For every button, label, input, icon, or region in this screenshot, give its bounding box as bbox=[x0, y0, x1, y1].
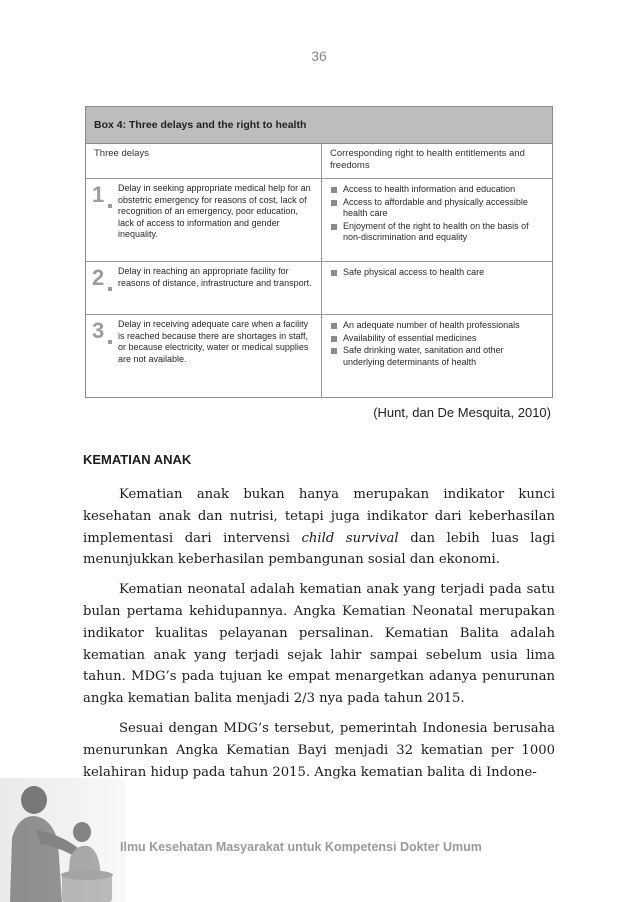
rights-list bbox=[330, 320, 544, 368]
box-header-row bbox=[86, 144, 552, 179]
three-delays-box bbox=[85, 106, 553, 398]
body-text bbox=[83, 484, 555, 791]
page-number: 36 bbox=[311, 48, 327, 64]
delay-row bbox=[86, 262, 552, 315]
paragraph: Kematian anak bukan hanya merupakan indikator kunci kesehatan anak dan nutrisi, tetapi juga indikator dari keberhasilan implementasi dari intervensi child survival dan lebih luas lagi menunjukkan keberhasilan pembangunan sosial dan ekonomi. bbox=[83, 487, 556, 568]
source-citation: (Hunt, dan De Mesquita, 2010) bbox=[373, 405, 551, 420]
right-item: Availability of essential medicines bbox=[330, 333, 544, 345]
right-item: Safe physical access to health care bbox=[330, 267, 544, 279]
footer-book-title: Ilmu Kesehatan Masyarakat untuk Kompetensi Dokter Umum bbox=[120, 840, 482, 854]
paragraph: Kematian neonatal adalah kematian anak yang terjadi pada satu bulan pertama kehidupannya. Angka Kematian Neonatal merupakan indikator kualitas pelayanan persalinan. Kematian Balita adalah kematian anak yang terjadi sejak lahir sampai sebelum usia lima tahun. MDG’s pada tujuan ke empat menargetkan adanya penurunan angka kematian balita menjadi 2/3 nya pada tahun 2015. bbox=[83, 582, 555, 707]
rights-list bbox=[330, 184, 544, 244]
right-item: Access to health information and education bbox=[330, 184, 544, 196]
delay-description: Delay in receiving adequate care when a facility is reached because there are shortages in staff, or because electricity, water or medical supplies are not available. bbox=[118, 319, 309, 364]
delay-row bbox=[86, 315, 552, 397]
rights-list bbox=[330, 267, 544, 279]
delay-number: 1 bbox=[92, 183, 114, 257]
delay-number: 2 bbox=[92, 266, 114, 310]
delay-row bbox=[86, 179, 552, 262]
right-item: Access to affordable and physically accessible health care bbox=[330, 197, 544, 220]
box-title: Box 4: Three delays and the right to health bbox=[86, 107, 552, 144]
right-item: Enjoyment of the right to health on the basis of non-discrimination and equality bbox=[330, 221, 544, 244]
italic-term: child survival bbox=[301, 530, 399, 546]
right-item: Safe drinking water, sanitation and other underlying determinants of health bbox=[330, 345, 544, 368]
paragraph: Sesuai dengan MDG’s tersebut, pemerintah Indonesia berusaha menurunkan Angka Kematian Bayi menjadi 32 kematian per 1000 kelahiran hidup pada tahun 2015. Angka kematian balita di Indone- bbox=[83, 720, 555, 780]
header-rights: Corresponding right to health entitlements and freedoms bbox=[330, 148, 525, 171]
delay-number: 3 bbox=[92, 319, 114, 393]
header-delays: Three delays bbox=[86, 144, 322, 178]
right-item: An adequate number of health professionals bbox=[330, 320, 544, 332]
children-photo bbox=[0, 778, 125, 902]
section-heading: KEMATIAN ANAK bbox=[83, 452, 192, 467]
delay-description: Delay in seeking appropriate medical help for an obstetric emergency for reasons of cost, lack of recognition of an emergency, poor education, lack of access to information and gender inequality. bbox=[118, 183, 311, 240]
delay-description: Delay in reaching an appropriate facility for reasons of distance, infrastructure and transport. bbox=[118, 266, 312, 288]
